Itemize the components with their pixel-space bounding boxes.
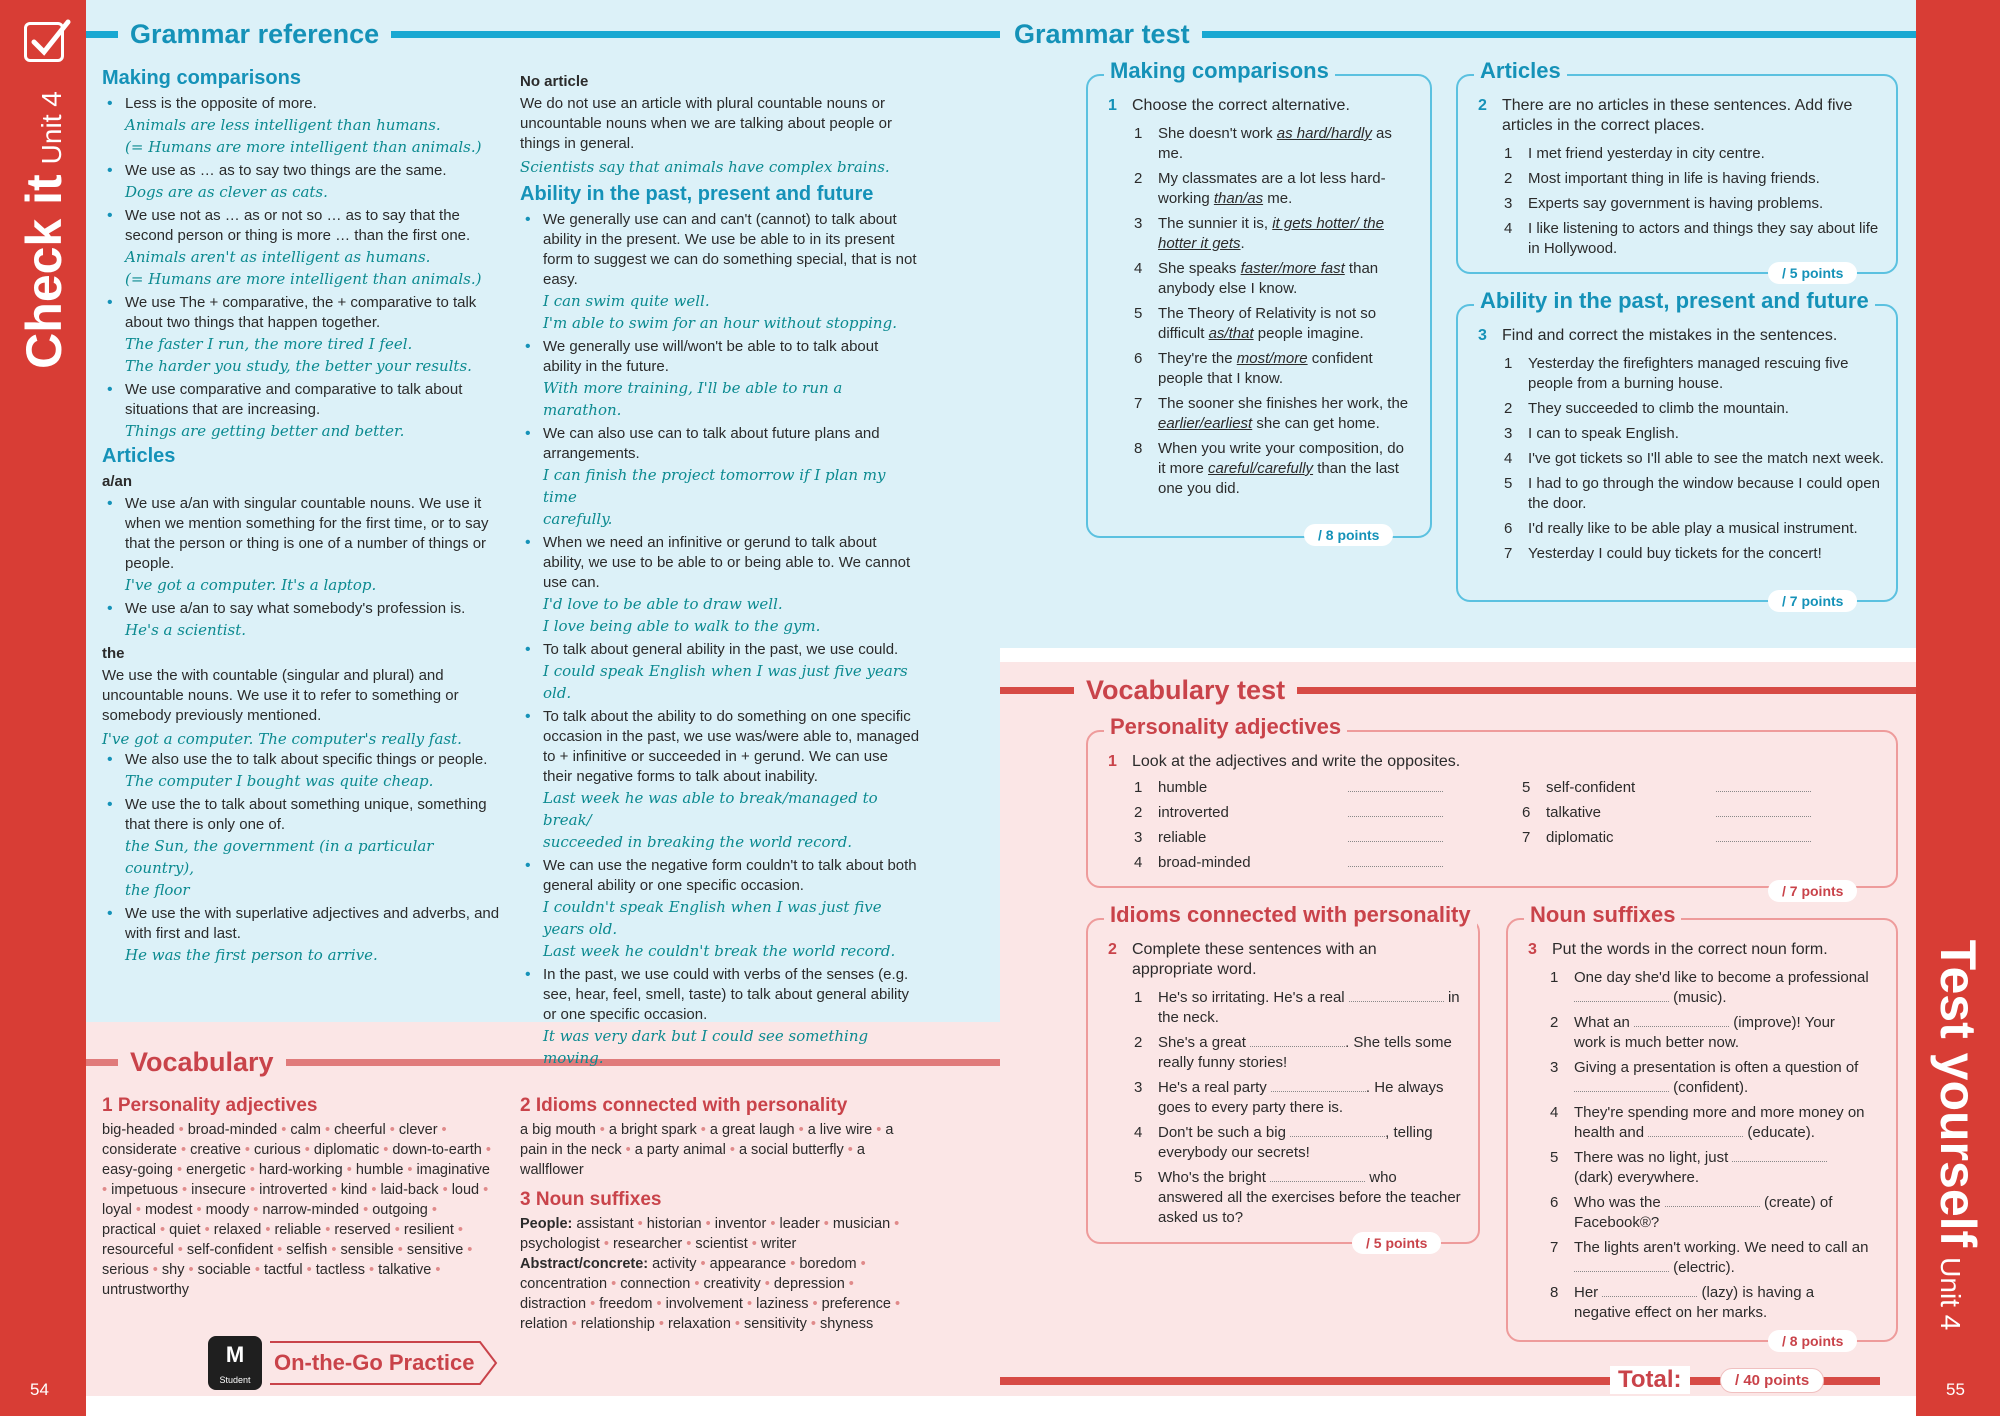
sidebar-left-title: Check itUnit 4 (16, 91, 72, 369)
vocab-word: loud • (452, 1182, 489, 1198)
vocab-word: assistant • (576, 1216, 646, 1232)
vocab-word: inventor • (715, 1216, 780, 1232)
rule-item: • Less is the opposite of more. Animals are less intelligent than humans. (= Humans are more intelligent than animals.) (102, 94, 502, 158)
exercise-item: 1 Yesterday the firefighters managed rescuing five people from a burning house. (1504, 355, 1849, 392)
student-logo-icon: M Student (208, 1336, 262, 1390)
rule-item: • In the past, we use could with verbs of the senses (e.g. see, hear, feel, smell, taste) to talk about general ability or one specific occasion. It was very dark but I could see something moving. (520, 965, 920, 1069)
vocab-word: a bright spark • (609, 1122, 710, 1138)
vt-idioms-box (1086, 902, 1480, 1251)
exercise-item: 1 humble (1134, 778, 1454, 798)
vt-suffixes-items (1550, 968, 1870, 1328)
exercise-item: 6 I'd really like to be able play a musical instrument. (1504, 520, 1858, 537)
grammar-ref-col-2 (520, 70, 920, 1072)
exercise-item: 1 He's so irritating. He's a real in the neck. (1134, 989, 1460, 1026)
total-points: / 40 points (1720, 1368, 1824, 1393)
vt-personality-instruction: 1 Look at the adjectives and write the opposites. (1108, 753, 1461, 770)
rule-item: • We generally use can and can't (cannot) to talk about ability in the present. We use be able to in its present form to suggest we can do something special, that is not easy. I can swim quite well. I'm able to swim for an hour without stopping. (520, 210, 920, 334)
sidebar-right (1916, 0, 2000, 1416)
vocab-word: modest • (145, 1202, 206, 1218)
vocab-word: relationship • (581, 1316, 668, 1332)
page-number-right: 55 (1946, 1380, 1965, 1399)
gt-comparisons-title: Making comparisons (1104, 58, 1335, 84)
exercise-item: 3 The sunnier it is, it gets hotter/ the hotter it gets. (1134, 215, 1384, 252)
vt-personality-left (1134, 778, 1454, 878)
exercise-item: 4 Don't be such a big , telling everybody our secrets! (1134, 1124, 1433, 1161)
on-the-go-arrow (270, 1340, 496, 1386)
vocab-idioms-title: 2 Idioms connected with personality (520, 1095, 848, 1116)
exercise-item: 5 I had to go through the window because I could open the door. (1504, 475, 1880, 512)
vocab-word: broad-minded • (188, 1122, 291, 1138)
vocab-word: freedom • (599, 1296, 665, 1312)
vocab-word: depression • (774, 1276, 854, 1292)
rule-item: • We use The + comparative, the + comparative to talk about two things that happen together. The faster I run, the more tired I feel. The harder you study, the better your results. (102, 293, 502, 377)
exercise-item: 4 They're spending more and more money on health and (educate). (1550, 1104, 1865, 1141)
vocab-word: creativity • (703, 1276, 773, 1292)
vocabulary-heading: Vocabulary (86, 1045, 1000, 1079)
grammar-reference-heading: Grammar reference (86, 17, 1000, 51)
gt-ability-points: / 7 points (1768, 590, 1857, 612)
exercise-item: 8 Her (lazy) is having a negative effect on her marks. (1550, 1284, 1815, 1321)
exercise-item: 8 When you write your composition, do it more careful/carefully than the last one you did. (1134, 440, 1404, 497)
exercise-item: 5 self-confident (1522, 778, 1842, 798)
on-the-go-practice[interactable] (208, 1336, 496, 1390)
gt-ability-items (1504, 354, 1884, 569)
vocab-word: considerate • (102, 1142, 190, 1158)
vt-suffixes-points: / 8 points (1768, 1330, 1857, 1352)
vocab-word: loyal • (102, 1202, 145, 1218)
exercise-item: 1 One day she'd like to become a professional (music). (1550, 969, 1869, 1006)
vocab-word: scientist • (695, 1236, 761, 1252)
exercise-item: 5 There was no light, just (dark) everywhere. (1550, 1148, 1870, 1188)
vt-idioms-instruction: 2 Complete these sentences with an appropriate word. (1108, 941, 1377, 978)
vt-personality-box (1086, 714, 1898, 899)
vocab-word: sensitivity • (744, 1316, 820, 1332)
page-number-left: 54 (30, 1380, 49, 1399)
vt-suffixes-title: Noun suffixes (1524, 902, 1681, 928)
vocab-word: practical • (102, 1222, 169, 1238)
vocab-word: untrustworthy (102, 1282, 190, 1298)
comparisons-title: Making comparisons (102, 67, 301, 89)
vt-idioms-points: / 5 points (1352, 1232, 1441, 1254)
vocab-word: impetuous • (111, 1182, 191, 1198)
vocab-word: a party animal • (635, 1142, 739, 1158)
vocab-word: writer (760, 1236, 797, 1252)
exercise-item: 2 They succeeded to climb the mountain. (1504, 400, 1789, 417)
vocab-word: a live wire • (808, 1122, 886, 1138)
gt-articles-points: / 5 points (1768, 262, 1857, 284)
vocab-word: sensitive • (407, 1242, 473, 1258)
vocab-word: kind • (341, 1182, 381, 1198)
gt-comparisons-box (1086, 58, 1432, 543)
vocab-word: calm • (290, 1122, 334, 1138)
exercise-item: 3 I can to speak English. (1504, 425, 1679, 442)
vocab-idioms (520, 1096, 920, 1334)
vocab-word: distraction • (520, 1296, 599, 1312)
vocab-word: big-headed • (102, 1122, 188, 1138)
exercise-item: 5 Who's the bright who answered all the exercises before the teacher asked us to? (1134, 1169, 1461, 1226)
sidebar-left (0, 0, 86, 1416)
the-intro-example: I've got a computer. The computer's really fast. (102, 730, 462, 748)
vocab-word: relation • (520, 1316, 581, 1332)
vt-personality-points: / 7 points (1768, 880, 1857, 902)
gt-articles-instruction: 2 There are no articles in these sentences. Add five articles in the correct places. (1478, 97, 1853, 134)
exercise-item: 7 diplomatic (1522, 828, 1842, 848)
rule-item: • We generally use will/won't be able to to talk about ability in the future. With more training, I'll be able to run a marathon. (520, 337, 920, 421)
exercise-item: 6 Who was the (create) of Facebook®? (1550, 1194, 1833, 1231)
vocab-word: sociable • (198, 1262, 264, 1278)
vocab-word: moody • (206, 1202, 263, 1218)
vocab-word: preference • (822, 1296, 900, 1312)
vocab-word: sensible • (341, 1242, 407, 1258)
on-the-go-label: On-the-Go Practice (274, 1350, 475, 1375)
a-an-label: a/an (102, 473, 133, 490)
exercise-item: 4 I like listening to actors and things they say about life in Hollywood. (1504, 220, 1879, 257)
rule-item: • We use the with superlative adjectives and adverbs, and with first and last. He was the first person to arrive. (102, 904, 502, 966)
comparisons-list (102, 94, 502, 442)
rule-item: • We use a/an to say what somebody's profession is. He's a scientist. (102, 599, 502, 641)
vocab-word: a pain in the neck • (520, 1122, 893, 1158)
vocab-word: humble • (356, 1162, 417, 1178)
vocab-word: shyness (820, 1316, 874, 1332)
vocab-word: a big mouth • (520, 1122, 609, 1138)
vocab-word: musician • (833, 1216, 899, 1232)
vocab-word: curious • (254, 1142, 314, 1158)
exercise-item: 1 I met friend yesterday in city centre. (1504, 145, 1765, 162)
vocabulary-test-heading: Vocabulary test (1000, 673, 1916, 707)
vocab-word: narrow-minded • (262, 1202, 372, 1218)
exercise-item: 2 Most important thing in life is having friends. (1504, 170, 1820, 187)
vocab-word: boredom • (799, 1256, 865, 1272)
gt-ability-box (1456, 288, 1898, 609)
exercise-item: 3 reliable (1134, 828, 1454, 848)
vocab-word: cheerful • (334, 1122, 399, 1138)
vocab-word: appearance • (710, 1256, 800, 1272)
vocab-word: selfish • (286, 1242, 340, 1258)
a-an-list (102, 494, 502, 641)
no-article-example: Scientists say that animals have complex brains. (520, 158, 890, 176)
vocab-word: clever • (399, 1122, 447, 1138)
the-intro: We use the with countable (singular and plural) and uncountable nouns. We use it to refer to something or somebody previously mentioned. (102, 667, 459, 724)
rule-item: • We can also use can to talk about future plans and arrangements. I can finish the project tomorrow if I plan my time carefully. (520, 424, 920, 530)
gt-articles-box (1456, 58, 1898, 281)
vocab-personality (102, 1096, 492, 1300)
articles-title: Articles (102, 445, 176, 467)
checkbox-icon (24, 22, 64, 62)
vocab-word: a wallflower (520, 1142, 865, 1178)
vocab-word: reserved • (334, 1222, 404, 1238)
vocab-word: self-confident • (187, 1242, 286, 1258)
vocab-word: down-to-earth • (392, 1142, 491, 1158)
vocab-word: quiet • (169, 1222, 214, 1238)
exercise-item: 5 The Theory of Relativity is not so difficult as/that people imagine. (1134, 305, 1377, 342)
vocab-word: activity • (652, 1256, 709, 1272)
vocab-word: creative • (190, 1142, 254, 1158)
vocab-word: connection • (620, 1276, 703, 1292)
vocab-word: concentration • (520, 1276, 620, 1292)
vocab-word: hard-working • (259, 1162, 356, 1178)
exercise-item: 7 Yesterday I could buy tickets for the concert! (1504, 545, 1822, 562)
exercise-item: 2 She's a great . She tells some really funny stories! (1134, 1034, 1452, 1071)
vt-personality-right (1522, 778, 1842, 853)
vocab-word: tactless • (316, 1262, 378, 1278)
vocab-word: reliable • (274, 1222, 334, 1238)
gt-comparisons-instruction: 1 Choose the correct alternative. (1108, 97, 1350, 114)
exercise-item: 4 She speaks faster/more fast than anybody else I know. (1134, 260, 1379, 297)
rule-item: • We use not as … as or not so … as to say that the second person or thing is more … than the first one. Animals aren't as intelligent as humans. (= Humans are more intelligent than animals.) (102, 206, 502, 290)
exercise-item: 4 broad-minded (1134, 853, 1454, 873)
vocab-word: serious • (102, 1262, 162, 1278)
gt-comparisons-items (1134, 124, 1414, 504)
exercise-item: 4 I've got tickets so I'll able to see the match next week. (1504, 450, 1884, 467)
vocab-word: historian • (647, 1216, 715, 1232)
the-list (102, 750, 502, 966)
vocab-personality-title: 1 Personality adjectives (102, 1095, 318, 1116)
gt-articles-items (1504, 144, 1884, 264)
vocab-word: leader • (779, 1216, 832, 1232)
vt-personality-title: Personality adjectives (1104, 714, 1347, 740)
vt-idioms-items (1134, 988, 1464, 1233)
vocab-word: relaxation • (668, 1316, 744, 1332)
rule-item: • We also use the to talk about specific things or people. The computer I bought was quite cheap. (102, 750, 502, 792)
grammar-ref-col-1 (102, 68, 502, 969)
vocab-word: involvement • (666, 1296, 757, 1312)
gt-comparisons-points: / 8 points (1304, 524, 1393, 546)
exercise-item: 6 They're the most/more confident people that I know. (1134, 350, 1373, 387)
ability-title: Ability in the past, present and future (520, 183, 874, 205)
rule-item: • We use a/an with singular countable nouns. We use it when we mention something for the first time, or to say that the person or thing is one of a number of things or people. I've got a computer. It's a laptop. (102, 494, 502, 596)
vocab-word: a great laugh • (710, 1122, 808, 1138)
exercise-item: 7 The lights aren't working. We need to call an (electric). (1550, 1239, 1869, 1276)
vocab-word: relaxed • (214, 1222, 275, 1238)
gt-ability-title: Ability in the past, present and future (1474, 288, 1875, 314)
sidebar-right-title: Test yourselfUnit 4 (1930, 939, 1986, 1331)
vocab-word: easy-going • (102, 1162, 186, 1178)
vocab-word: psychologist • (520, 1236, 613, 1252)
vocab-word: shy • (162, 1262, 198, 1278)
vocab-word: laid-back • (381, 1182, 452, 1198)
total-row (1000, 1366, 1880, 1396)
rule-item: • We use comparative and comparative to talk about situations that are increasing. Things are getting better and better. (102, 380, 502, 442)
exercise-item: 3 Giving a presentation is often a question of (confident). (1550, 1059, 1859, 1096)
rule-item: • We use the to talk about something unique, something that there is only one of. the Sun, the government (in a particular country), the floor (102, 795, 502, 901)
exercise-item: 3 Experts say government is having problems. (1504, 195, 1824, 212)
rule-item: • We can use the negative form couldn't to talk about both general ability or one specific occasion. I couldn't speak English when I was just five years old. Last week he couldn't break the world record. (520, 856, 920, 962)
vt-idioms-title: Idioms connected with personality (1104, 902, 1477, 928)
rule-item: • When we need an infinitive or gerund to talk about ability, we use to be able to or being able to. We cannot use can. I'd love to be able to draw well. I love being able to walk to the gym. (520, 533, 920, 637)
no-article-label: No article (520, 73, 589, 90)
exercise-item: 3 He's a real party . He always goes to every party there is. (1134, 1079, 1444, 1116)
gt-articles-title: Articles (1474, 58, 1567, 84)
rule-item: • We use as … as to say two things are the same. Dogs are as clever as cats. (102, 161, 502, 203)
rule-item: • To talk about general ability in the past, we use could. I could speak English when I was just five years old. (520, 640, 920, 704)
vocab-word: insecure • (191, 1182, 259, 1198)
vocab-word: researcher • (613, 1236, 695, 1252)
ability-list (520, 210, 920, 1069)
vocab-suffixes-words: People: assistant • historian • inventor • leader • musician • psychologist • researcher • scientist • writer Abstract/concrete: activity • appearance • boredom • concentration • connection • creativity • depression • distraction • freedom • involvement • laziness • preference • relation • relationship • relaxation • sensitivity • shyness (520, 1214, 920, 1334)
exercise-item: 6 talkative (1522, 803, 1842, 823)
gt-ability-instruction: 3 Find and correct the mistakes in the sentences. (1478, 327, 1838, 344)
no-article-text: We do not use an article with plural countable nouns or uncountable nouns when we are talking about people or things in general. (520, 95, 892, 152)
vocab-idioms-words (520, 1120, 920, 1180)
vocab-word: resourceful • (102, 1242, 187, 1258)
vocab-word: outgoing • (372, 1202, 437, 1218)
vocab-word: diplomatic • (314, 1142, 392, 1158)
vocab-suffixes-title: 3 Noun suffixes (520, 1189, 662, 1210)
the-label: the (102, 645, 125, 662)
grammar-test-heading: Grammar test (1000, 17, 1916, 51)
vocab-word: introverted • (259, 1182, 341, 1198)
vocab-word: tactful • (264, 1262, 316, 1278)
vt-suffixes-instruction: 3 Put the words in the correct noun form. (1528, 941, 1828, 958)
vocab-word: resilient • (404, 1222, 463, 1238)
exercise-item: 2 What an (improve)! Your work is much better now. (1550, 1014, 1835, 1051)
vocab-personality-words (102, 1120, 492, 1300)
exercise-item: 1 She doesn't work as hard/hardly as me. (1134, 125, 1392, 162)
exercise-item: 2 My classmates are a lot less hard-working than/as me. (1134, 170, 1386, 207)
vocab-word: talkative • (378, 1262, 440, 1278)
vocab-word: a social butterfly • (739, 1142, 857, 1158)
rule-item: • To talk about the ability to do something on one specific occasion in the past, we use was/were able to, managed to + infinitive or succeeded in + gerund. We can use their negative forms to talk about inability. Last week he was able to break/managed to break/ succeeded in breaking the world record. (520, 707, 920, 853)
exercise-item: 2 introverted (1134, 803, 1454, 823)
vocab-word: energetic • (186, 1162, 259, 1178)
vocab-word: imaginative • (102, 1162, 490, 1198)
exercise-item: 7 The sooner she finishes her work, the earlier/earliest she can get home. (1134, 395, 1409, 432)
vt-suffixes-box (1506, 902, 1898, 1349)
total-label: Total: (1610, 1366, 1690, 1394)
vocab-word: laziness • (756, 1296, 822, 1312)
